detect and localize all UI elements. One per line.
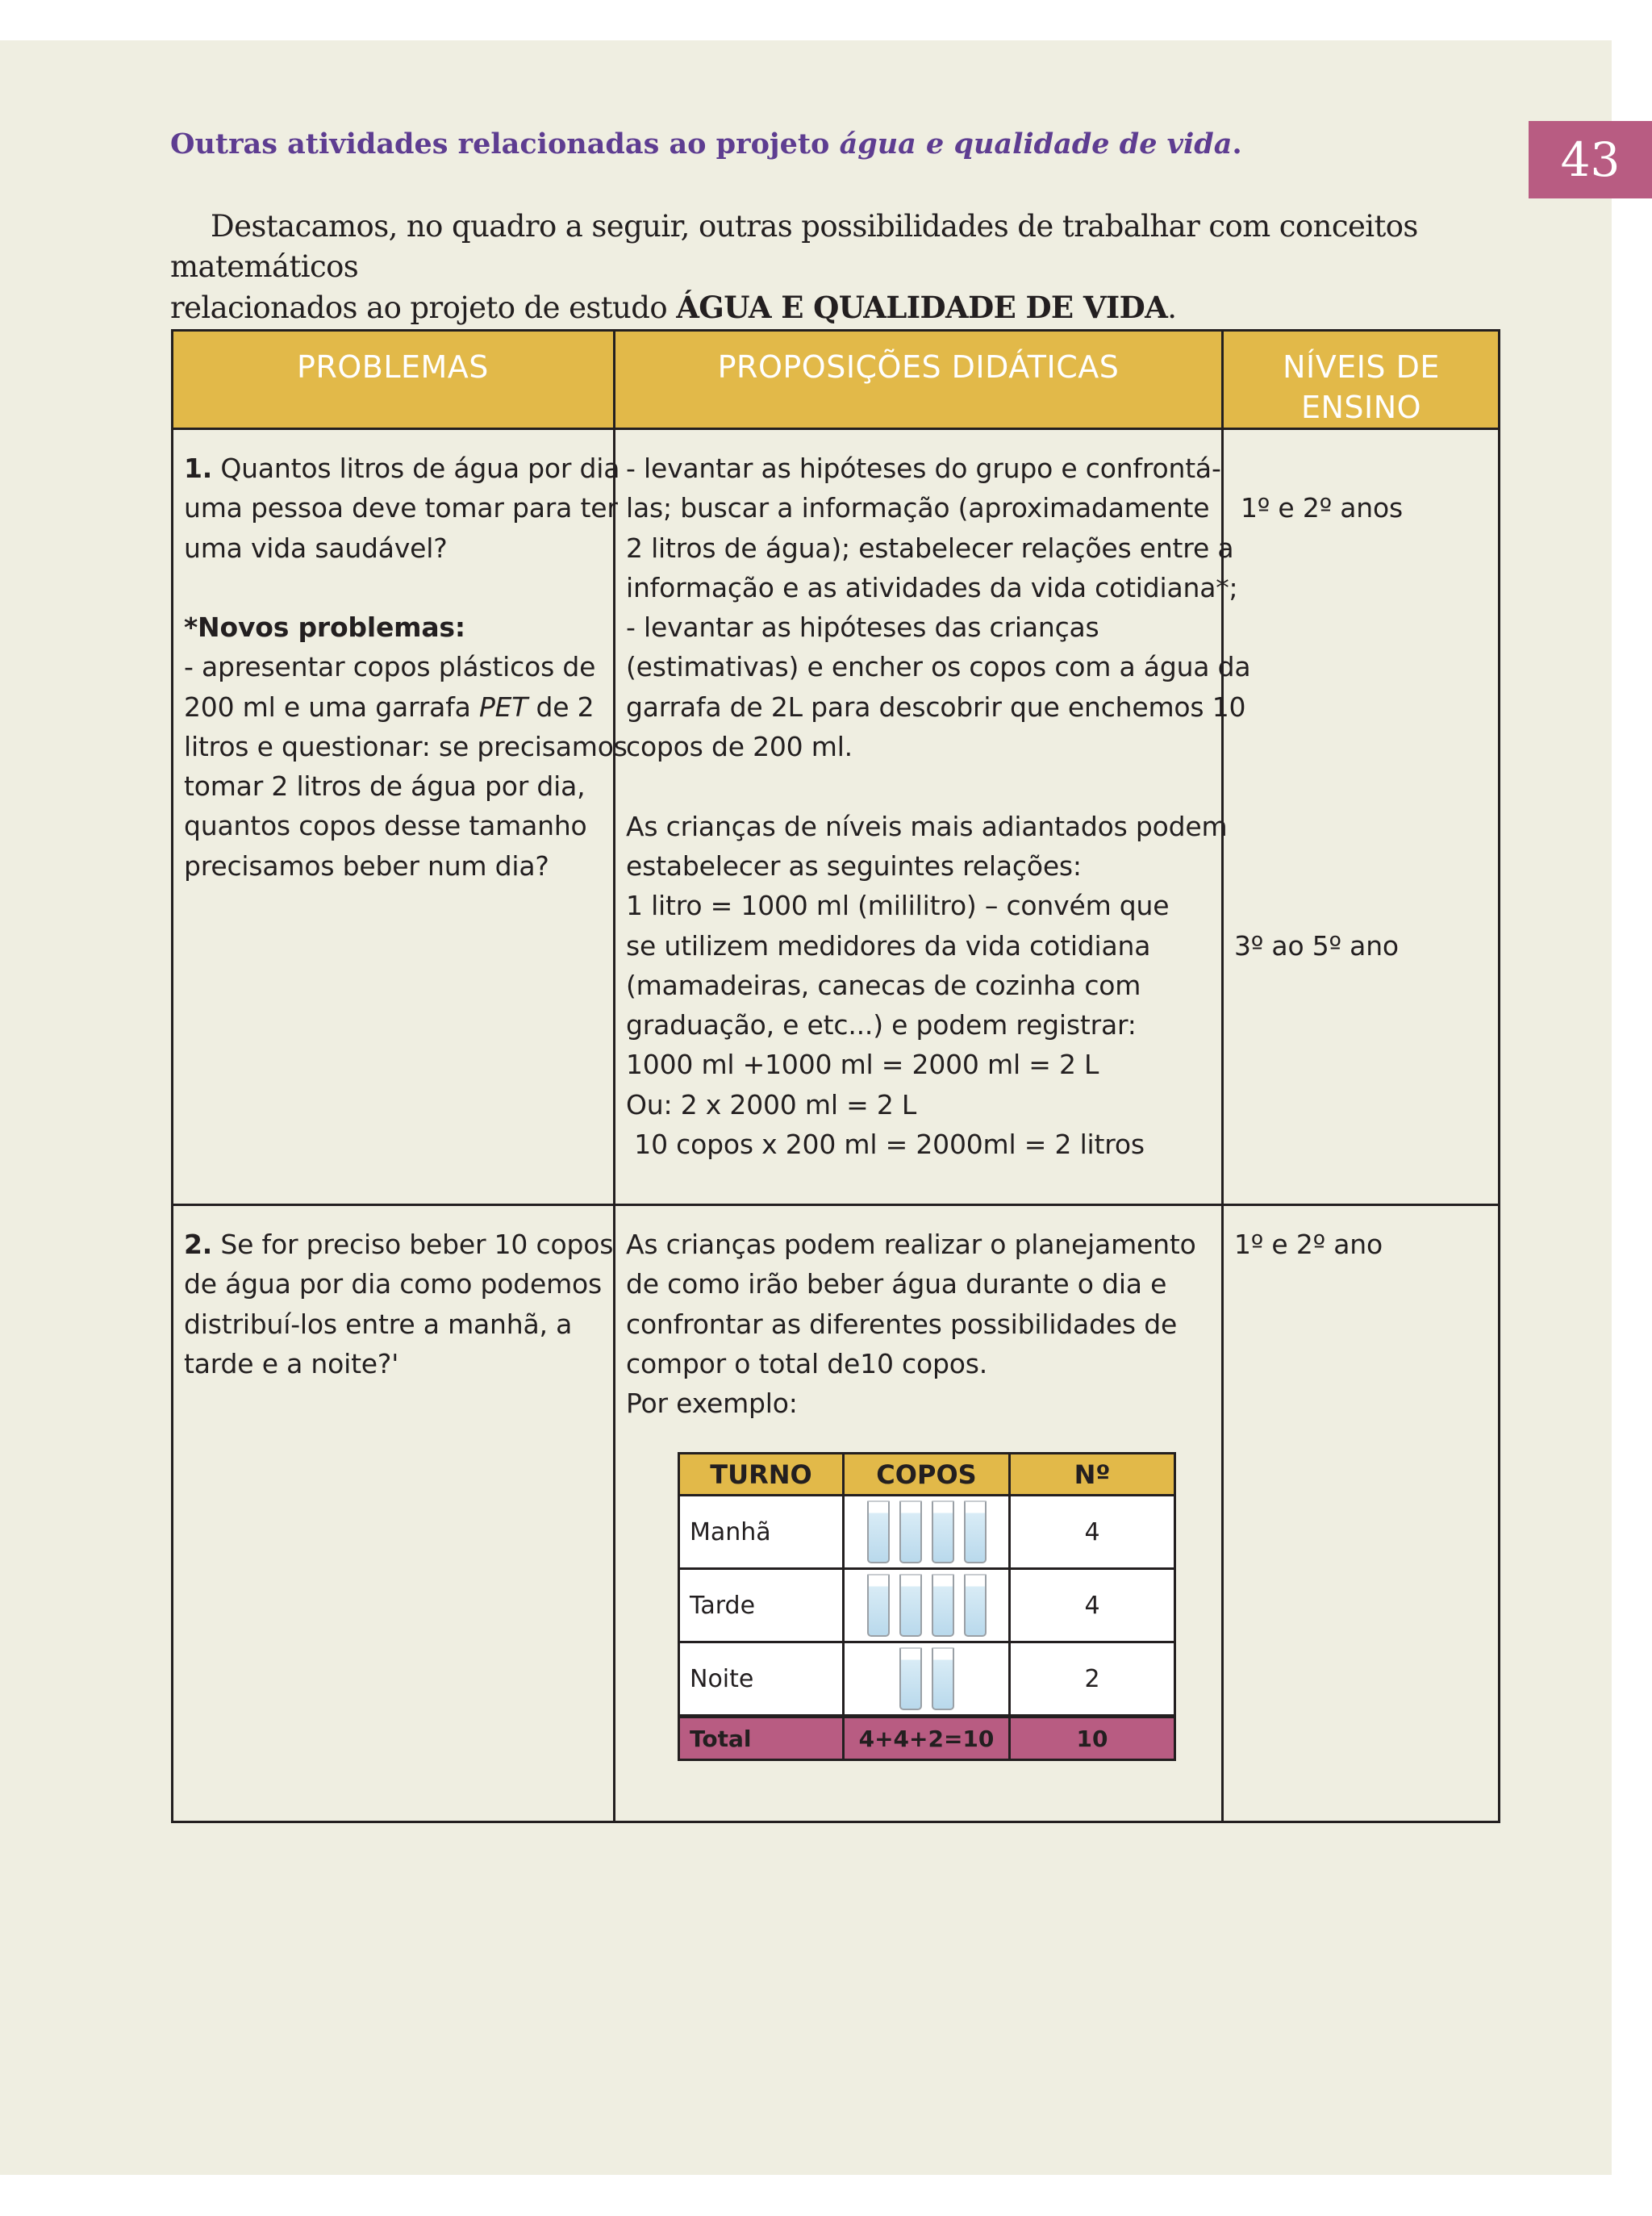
propositions-2: As crianças podem realizar o planejamento de como irão beber água durante o dia e confrontar as diferentes possibilidades de compor o total de10 copos. Por exemplo:: [626, 1229, 1196, 1420]
table-border-header: [171, 428, 1500, 430]
glass-icon: [932, 1500, 954, 1563]
novos-problemas-label: *Novos problemas:: [184, 611, 465, 643]
example-header-turno: TURNO: [680, 1454, 845, 1494]
heading-text: Outras atividades relacionadas ao projeto: [170, 127, 840, 161]
problem-2: [184, 1225, 613, 1383]
example-row: [678, 1641, 1176, 1717]
novos-problemas-text-2: de 2 litros e questionar: se precisamos tomar 2 litros de água por dia, quantos copos desse tamanho precisamos beber num dia?: [184, 691, 628, 882]
pet-label: PET: [478, 691, 528, 723]
problem-1-text: Quantos litros de água por dia uma pessoa deve tomar para ter uma vida saudável?: [184, 453, 620, 564]
glass-icon: [867, 1574, 890, 1637]
problem-2-text: Se for preciso beber 10 copos de água por dia como podemos distribuí-los entre a manhã, a tarde e a noite?': [184, 1229, 614, 1379]
level-1-b: 3º ao 5º ano: [1234, 930, 1399, 962]
glass-icon: [964, 1500, 987, 1563]
example-total-row: [678, 1716, 1176, 1761]
example-header-n: Nº: [1074, 1459, 1111, 1490]
novos-problemas: [184, 607, 628, 886]
novos-problemas-text: - apresentar copos plásticos de 200 ml e uma garrafa: [184, 651, 596, 723]
example-total-label: Total: [680, 1718, 845, 1759]
problem-1: [184, 449, 620, 568]
problem-1-number: 1.: [184, 453, 213, 484]
intro-period: .: [1167, 290, 1177, 325]
example-turno: Tarde: [680, 1570, 845, 1641]
glass-icon: [899, 1647, 922, 1710]
example-turno: Manhã: [680, 1496, 845, 1567]
example-n: 2: [1084, 1664, 1100, 1693]
propositions-1: - levantar as hipóteses do grupo e confrontá- las; buscar a informação (aproximadamente 2 litros de água); estabelecer relações entre a informação e as atividades da vida cotidiana*; - levantar as hipóteses das crianças (estimativas) e encher os copos com a água da garrafa de 2L para descobrir que enchemos 10 copos de 200 ml. As crianças de níveis mais adiantados podem estabelecer as seguintes relações: 1 litro = 1000 ml (mililitro) – convém que se utilizem medidores da vida cotidiana (mamadeiras, canecas de cozinha com graduação, e etc...) e podem registrar: 1000 ml +1000 ml = 2000 ml = 2 L Ou: 2 x 2000 ml = 2 L 10 copos x 200 ml = 2000ml = 2 litros: [626, 453, 1251, 1161]
section-heading: [170, 127, 1493, 161]
example-turno: Noite: [680, 1643, 845, 1714]
header-proposicoes: [615, 331, 1221, 428]
example-n: 4: [1084, 1591, 1100, 1620]
example-table: [678, 1452, 1176, 1761]
example-header-copos: COPOS: [845, 1454, 1011, 1494]
glass-icon: [932, 1647, 954, 1710]
example-copos: [845, 1496, 1011, 1567]
header-proposicoes-label: PROPOSIÇÕES DIDÁTICAS: [717, 349, 1120, 385]
example-header-row: [678, 1452, 1176, 1496]
example-copos: [845, 1643, 1011, 1714]
intro-paragraph: [170, 207, 1501, 328]
table-border-left: [171, 329, 173, 1823]
table-border-top: [171, 329, 1500, 332]
glass-icon: [899, 1574, 922, 1637]
table-border-bottom: [171, 1821, 1500, 1823]
project-name: ÁGUA E QUALIDADE DE VIDA: [676, 290, 1168, 325]
heading-period: .: [1232, 127, 1242, 161]
example-row: [678, 1494, 1176, 1570]
example-copos: [845, 1570, 1011, 1641]
problem-2-number: 2.: [184, 1229, 213, 1260]
header-niveis-label: NÍVEIS DE ENSINO: [1283, 349, 1440, 425]
example-n: 4: [1084, 1517, 1100, 1546]
level-2: 1º e 2º ano: [1234, 1229, 1383, 1260]
header-problemas-label: PROBLEMAS: [297, 349, 489, 385]
example-row: [678, 1567, 1176, 1643]
example-total-n: 10: [1076, 1725, 1108, 1752]
glass-icon: [899, 1500, 922, 1563]
heading-italic-text: água e qualidade de vida: [839, 127, 1233, 161]
level-1-a: 1º e 2º anos: [1241, 492, 1403, 524]
intro-line-1: Destacamos, no quadro a seguir, outras possibilidades de trabalhar com conceitos matemáticos: [170, 209, 1418, 284]
header-problemas: [173, 331, 613, 428]
header-niveis: [1224, 331, 1499, 428]
table-border-right: [1498, 329, 1500, 1823]
table-border-row: [171, 1204, 1500, 1206]
page-number: 43: [1529, 121, 1652, 198]
intro-line-2: relacionados ao projeto de estudo: [170, 290, 677, 325]
example-total-expr: 4+4+2=10: [845, 1718, 1011, 1759]
glass-icon: [932, 1574, 954, 1637]
glass-icon: [867, 1500, 890, 1563]
glass-icon: [964, 1574, 987, 1637]
